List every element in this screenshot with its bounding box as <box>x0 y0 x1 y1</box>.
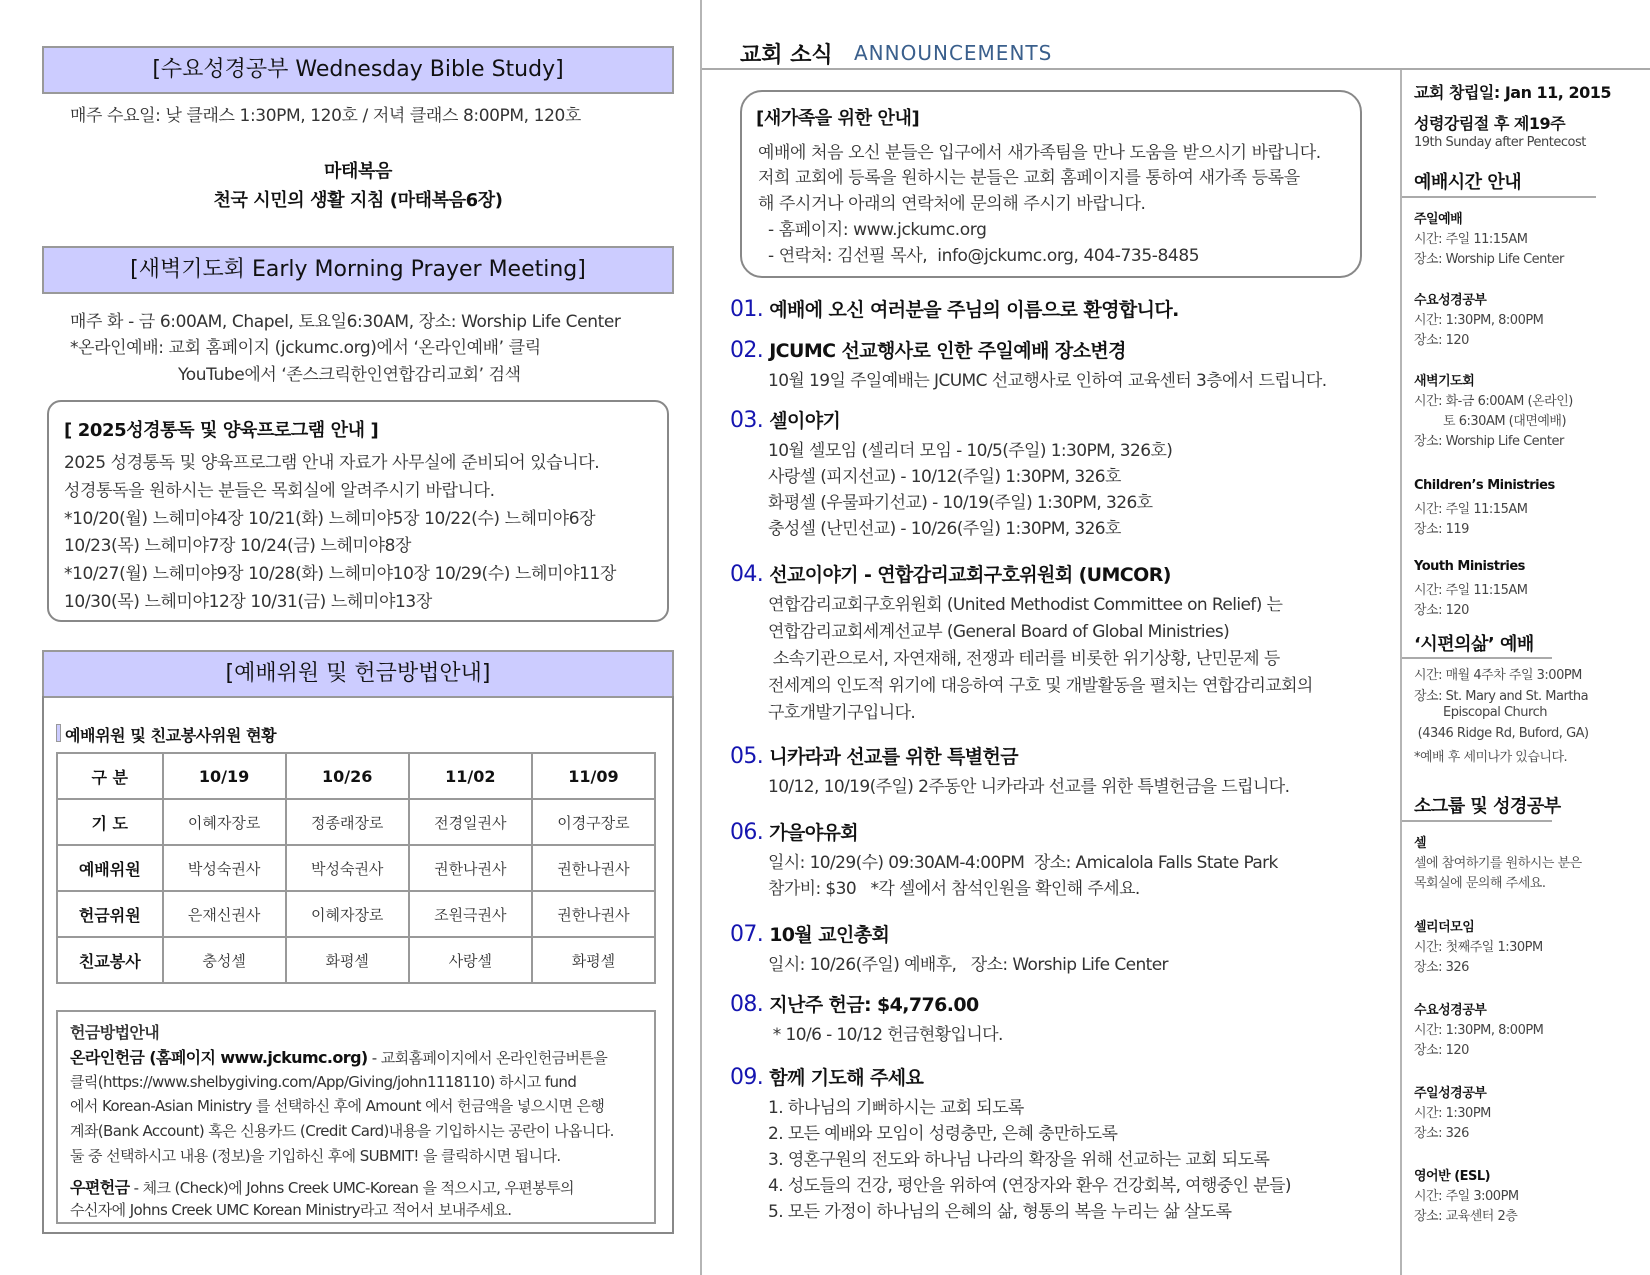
giving-mail-line-2: 수신자에 Johns Creek UMC Korean Ministry라고 적어서 보내주세요. <box>70 1201 512 1219</box>
announcement-item-line: 일시: 10/29(수) 09:30AM-4:00PM 장소: Amicalola Falls State Park <box>768 853 1278 873</box>
newcomer-line: - 연락처: 김선필 목사, info@jckumc.org, 404-735-8485 <box>758 246 1200 266</box>
giving-line: 클릭(https://www.shelbygiving.com/App/Giving/john1118110) 하시고 fund <box>70 1073 577 1091</box>
announcement-item-line: 10/12, 10/19(주일) 2주동안 니카라과 선교를 위한 특별헌금을 드립니다. <box>768 777 1290 797</box>
announcement-item-line: 일시: 10/26(주일) 예배후, 장소: Worship Life Center <box>768 955 1168 975</box>
item-number: 08. <box>730 992 764 1017</box>
bible-reading-line: 2025 성경통독 및 양육프로그램 안내 자료가 사무실에 준비되어 있습니다. <box>64 453 600 473</box>
announcement-item-title <box>730 990 979 1017</box>
table-row <box>57 845 655 891</box>
worship-name: 주일예배 <box>1414 212 1463 227</box>
table-row <box>57 799 655 845</box>
announcement-item-title <box>730 560 1171 587</box>
worship-detail: 시간: 1:30PM, 8:00PM <box>1414 313 1544 328</box>
announcement-item-title <box>730 1063 923 1090</box>
announcements-title: 교회 소식 <box>740 43 833 68</box>
group-name: 주일성경공부 <box>1414 1086 1487 1101</box>
announcement-item-line: 소속기관으로서, 자연재해, 전쟁과 테러를 비롯한 위기상황, 난민문제 등 <box>768 649 1280 669</box>
group-detail: 장소: 120 <box>1414 1043 1469 1058</box>
announcements-subtitle: ANNOUNCEMENTS <box>854 41 1053 65</box>
group-name: 셀리더모임 <box>1414 920 1475 935</box>
liturgical-week: 성령강림절 후 제19주 <box>1414 114 1566 133</box>
group-detail: 시간: 첫째주일 1:30PM <box>1414 940 1543 955</box>
worship-detail: 장소: Worship Life Center <box>1414 252 1564 267</box>
groups-rule <box>1402 820 1552 822</box>
table-cell: 조원극권사 <box>409 891 532 937</box>
table-cell: 권한나권사 <box>532 891 655 937</box>
table-cell: 화평셀 <box>532 937 655 983</box>
item-title-text: 니카라과 선교를 위한 특별헌금 <box>769 746 1019 768</box>
liturgical-week-en: 19th Sunday after Pentecost <box>1414 135 1586 150</box>
announcement-item-line: 사랑셀 (피지선교) - 10/12(주일) 1:30PM, 326호 <box>768 467 1121 487</box>
header-rule <box>702 68 1650 70</box>
group-detail: 시간: 1:30PM, 8:00PM <box>1414 1023 1544 1038</box>
psalms-detail: 장소: St. Mary and St. Martha <box>1414 688 1589 704</box>
item-title-text: 예배에 오신 여러분을 주님의 이름으로 환영합니다. <box>769 299 1179 321</box>
worship-detail: 시간: 화-금 6:00AM (온라인) <box>1414 394 1573 409</box>
item-title-text: 지난주 헌금: $4,776.00 <box>769 994 979 1016</box>
announcement-item-title <box>730 920 889 947</box>
worship-name: 수요성경공부 <box>1414 293 1487 308</box>
psalms-rule <box>1402 657 1552 659</box>
table-header-cell: 11/02 <box>409 753 532 799</box>
worship-rule <box>1402 196 1596 198</box>
prayer-line-3: YouTube에서 ‘존스크릭한인연합감리교회’ 검색 <box>178 365 521 385</box>
left-page <box>0 0 700 1275</box>
item-title-text: 함께 기도해 주세요 <box>769 1067 924 1089</box>
item-number: 04. <box>730 562 764 587</box>
groups-title: 소그룹 및 성경공부 <box>1414 796 1561 817</box>
wednesday-book: 마태복음 <box>324 161 392 182</box>
subtitle-marker <box>56 724 61 742</box>
table-cell: 박성숙권사 <box>163 845 286 891</box>
giving-line: 에서 Korean-Asian Ministry 를 선택하신 후에 Amount 에서 헌금액을 넣으시면 은행 <box>70 1097 605 1115</box>
announcement-item-line: 4. 성도들의 건강, 평안을 위하여 (연장자와 환우 건강회복, 여행중인 분들) <box>768 1176 1291 1196</box>
item-number: 01. <box>730 297 764 322</box>
row-label-cell: 헌금위원 <box>57 891 163 937</box>
wednesday-schedule: 매주 수요일: 낮 클래스 1:30PM, 120호 / 저녁 클래스 8:00PM, 120호 <box>70 106 581 126</box>
group-name: 수요성경공부 <box>1414 1003 1487 1018</box>
table-cell: 이혜자장로 <box>286 891 409 937</box>
committee-subtitle: 예배위원 및 친교봉사위원 현황 <box>65 726 277 745</box>
worship-detail: 장소: Worship Life Center <box>1414 434 1564 449</box>
worship-detail: 장소: 120 <box>1414 603 1469 618</box>
table-row <box>57 891 655 937</box>
giving-line: 계좌(Bank Account) 혹은 신용카드 (Credit Card)내용을 기입하시는 공란이 나옵니다. <box>70 1122 614 1140</box>
psalms-detail: Episcopal Church <box>1414 705 1547 720</box>
announcement-item-line: 참가비: $30 *각 셀에서 참석인원을 확인해 주세요. <box>768 879 1140 899</box>
page-divider <box>700 0 702 1275</box>
bible-reading-line: 10/30(목) 느헤미야12장 10/31(금) 느헤미야13장 <box>64 592 432 612</box>
psalms-detail: 시간: 매월 4주차 주일 3:00PM <box>1414 668 1582 683</box>
worship-name: Children’s Ministries <box>1414 478 1555 493</box>
prayer-header <box>42 246 674 294</box>
item-title-text: JCUMC 선교행사로 인한 주일예배 장소변경 <box>769 340 1126 362</box>
worship-detail: 시간: 주일 11:15AM <box>1414 232 1528 247</box>
table-cell: 박성숙권사 <box>286 845 409 891</box>
worship-name: Youth Ministries <box>1414 559 1525 574</box>
item-number: 05. <box>730 744 764 769</box>
table-cell: 사랑셀 <box>409 937 532 983</box>
announcement-item-line: 구호개발기구입니다. <box>768 703 916 723</box>
prayer-line-1: 매주 화 - 금 6:00AM, Chapel, 토요일6:30AM, 장소: Worship Life Center <box>70 312 621 332</box>
table-cell: 은재신권사 <box>163 891 286 937</box>
table-cell: 이경구장로 <box>532 799 655 845</box>
worship-detail: 장소: 120 <box>1414 333 1469 348</box>
worship-detail: 토 6:30AM (대면예배) <box>1414 414 1567 429</box>
announcement-item-line: * 10/6 - 10/12 헌금현황입니다. <box>768 1025 1003 1045</box>
group-name: 영어반 (ESL) <box>1414 1169 1491 1184</box>
table-cell: 권한나권사 <box>532 845 655 891</box>
table-cell: 이혜자장로 <box>163 799 286 845</box>
founded-date: 교회 창립일: Jan 11, 2015 <box>1414 83 1611 102</box>
online-text: - 교회홈페이지에서 온라인헌금버튼을 <box>367 1049 608 1067</box>
group-detail: 장소: 교육센터 2층 <box>1414 1209 1518 1224</box>
newcomer-title: [새가족을 위한 안내] <box>756 108 920 129</box>
group-detail: 시간: 주일 3:00PM <box>1414 1189 1519 1204</box>
announcement-item-line: 10월 19일 주일예배는 JCUMC 선교행사로 인하여 교육센터 3층에서 드립니다. <box>768 371 1327 391</box>
mail-text: - 체크 (Check)에 Johns Creek UMC-Korean 을 적으시고, 우편봉투의 <box>129 1179 574 1197</box>
mail-label: 우편헌금 <box>70 1178 130 1197</box>
wednesday-header <box>42 46 674 94</box>
announcement-item-line: 5. 모든 가정이 하나님의 은혜의 삶, 형통의 복을 누리는 삶 살도록 <box>768 1202 1232 1222</box>
announcement-item-line: 1. 하나님의 기뻐하시는 교회 되도록 <box>768 1098 1024 1118</box>
announcement-item-line: 연합감리교회세계선교부 (General Board of Global Ministries) <box>768 622 1230 642</box>
table-cell: 충성셀 <box>163 937 286 983</box>
table-cell: 화평셀 <box>286 937 409 983</box>
giving-line: 둘 중 선택하시고 내용 (정보)을 기입하신 후에 SUBMIT! 을 클릭하시면 됩니다. <box>70 1147 561 1165</box>
giving-title: 헌금방법안내 <box>70 1023 160 1042</box>
giving-online <box>70 1045 607 1068</box>
announcement-item-line: 2. 모든 예배와 모임이 성령충만, 은혜 충만하도록 <box>768 1124 1118 1144</box>
announcement-item-line: 연합감리교회구호위원회 (United Methodist Committee on Relief) 는 <box>768 595 1283 615</box>
newcomer-line: - 홈페이지: www.jckumc.org <box>758 220 987 240</box>
sidebar-divider <box>1400 70 1402 1275</box>
giving-mail <box>70 1175 574 1198</box>
bible-reading-line: 성경통독을 원하시는 분들은 목회실에 알려주시기 바랍니다. <box>64 481 495 501</box>
item-number: 09. <box>730 1065 764 1090</box>
worship-name: 새벽기도회 <box>1414 374 1475 389</box>
committee-header <box>42 650 674 698</box>
announcement-item-title <box>730 295 1179 322</box>
psalms-title: ‘시편의삶’ 예배 <box>1414 634 1534 655</box>
group-name: 셀 <box>1414 836 1427 851</box>
row-label-cell: 기 도 <box>57 799 163 845</box>
row-label-cell: 친교봉사 <box>57 937 163 983</box>
item-title-text: 가을야유회 <box>769 822 858 844</box>
item-title-text: 셀이야기 <box>769 410 841 432</box>
item-title-text: 10월 교인총회 <box>769 924 890 946</box>
announcement-item-line: 전세계의 인도적 위기에 대응하여 구호 및 개발활동을 펼치는 연합감리교회의 <box>768 676 1313 696</box>
worship-detail: 시간: 주일 11:15AM <box>1414 502 1528 517</box>
item-number: 06. <box>730 820 764 845</box>
bible-reading-line: *10/20(월) 느헤미야4장 10/21(화) 느헤미야5장 10/22(수) 느헤미야6장 <box>64 509 596 529</box>
table-row <box>57 937 655 983</box>
worship-detail: 장소: 119 <box>1414 522 1469 537</box>
newcomer-line: 해 주시거나 아래의 연락처에 문의해 주시기 바랍니다. <box>758 194 1146 214</box>
table-cell: 권한나권사 <box>409 845 532 891</box>
announcement-item-line: 충성셀 (난민선교) - 10/26(주일) 1:30PM, 326호 <box>768 519 1121 539</box>
committee-table <box>56 752 656 984</box>
announcement-item-line: 10월 셀모임 (셀리더 모임 - 10/5(주일) 1:30PM, 326호) <box>768 441 1173 461</box>
group-detail: 장소: 326 <box>1414 960 1469 975</box>
announcement-item-title <box>730 818 858 845</box>
table-header-cell: 10/26 <box>286 753 409 799</box>
announcement-item-title <box>730 406 840 433</box>
table-header-row <box>57 753 655 799</box>
row-label-cell: 예배위원 <box>57 845 163 891</box>
wednesday-topic: 천국 시민의 생활 지침 (마태복음6장) <box>213 190 503 211</box>
item-number: 02. <box>730 338 764 363</box>
newcomer-line: 저희 교회에 등록을 원하시는 분들은 교회 홈페이지를 통하여 새가족 등록을 <box>758 168 1300 188</box>
table-header-cell: 11/09 <box>532 753 655 799</box>
psalms-detail: (4346 Ridge Rd, Buford, GA) <box>1414 725 1589 741</box>
item-number: 03. <box>730 408 764 433</box>
bible-reading-title: [ 2025성경통독 및 양육프로그램 안내 ] <box>64 420 379 441</box>
giving-box <box>56 1010 656 1224</box>
online-label: 온라인헌금 (홈페이지 www.jckumc.org) <box>70 1048 368 1067</box>
psalms-detail: *예배 후 세미나가 있습니다. <box>1414 750 1568 765</box>
group-detail: 장소: 326 <box>1414 1126 1469 1141</box>
item-number: 07. <box>730 922 764 947</box>
announcement-item-title <box>730 336 1126 363</box>
group-detail: 목회실에 문의해 주세요. <box>1414 876 1546 891</box>
worship-detail: 시간: 주일 11:15AM <box>1414 583 1528 598</box>
prayer-header-text: [새벽기도회 Early Morning Prayer Meeting] <box>130 257 586 282</box>
newcomer-line: 예배에 처음 오신 분들은 입구에서 새가족팀을 만나 도움을 받으시기 바랍니다. <box>758 143 1321 163</box>
worship-times-title: 예배시간 안내 <box>1414 172 1522 193</box>
bible-reading-line: *10/27(월) 느헤미야9장 10/28(화) 느헤미야10장 10/29(수) 느헤미야11장 <box>64 564 616 584</box>
bible-reading-line: 10/23(목) 느헤미야7장 10/24(금) 느헤미야8장 <box>64 536 412 556</box>
prayer-line-2: *온라인예배: 교회 홈페이지 (jckumc.org)에서 ‘온라인예배’ 클릭 <box>70 338 541 358</box>
table-cell: 전경일권사 <box>409 799 532 845</box>
table-header-cell: 구 분 <box>57 753 163 799</box>
committee-header-text: [예배위원 및 헌금방법안내] <box>225 661 491 686</box>
group-detail: 시간: 1:30PM <box>1414 1106 1491 1121</box>
announcement-item-line: 화평셀 (우물파기선교) - 10/19(주일) 1:30PM, 326호 <box>768 493 1153 513</box>
table-cell: 정종래장로 <box>286 799 409 845</box>
group-detail: 셀에 참여하기를 원하시는 분은 <box>1414 856 1582 871</box>
wednesday-header-text: [수요성경공부 Wednesday Bible Study] <box>152 57 564 82</box>
table-header-cell: 10/19 <box>163 753 286 799</box>
item-title-text: 선교이야기 - 연합감리교회구호위원회 (UMCOR) <box>769 564 1171 586</box>
announcement-item-line: 3. 영혼구원의 전도와 하나님 나라의 확장을 위해 선교하는 교회 되도록 <box>768 1150 1270 1170</box>
announcement-item-title <box>730 742 1018 769</box>
